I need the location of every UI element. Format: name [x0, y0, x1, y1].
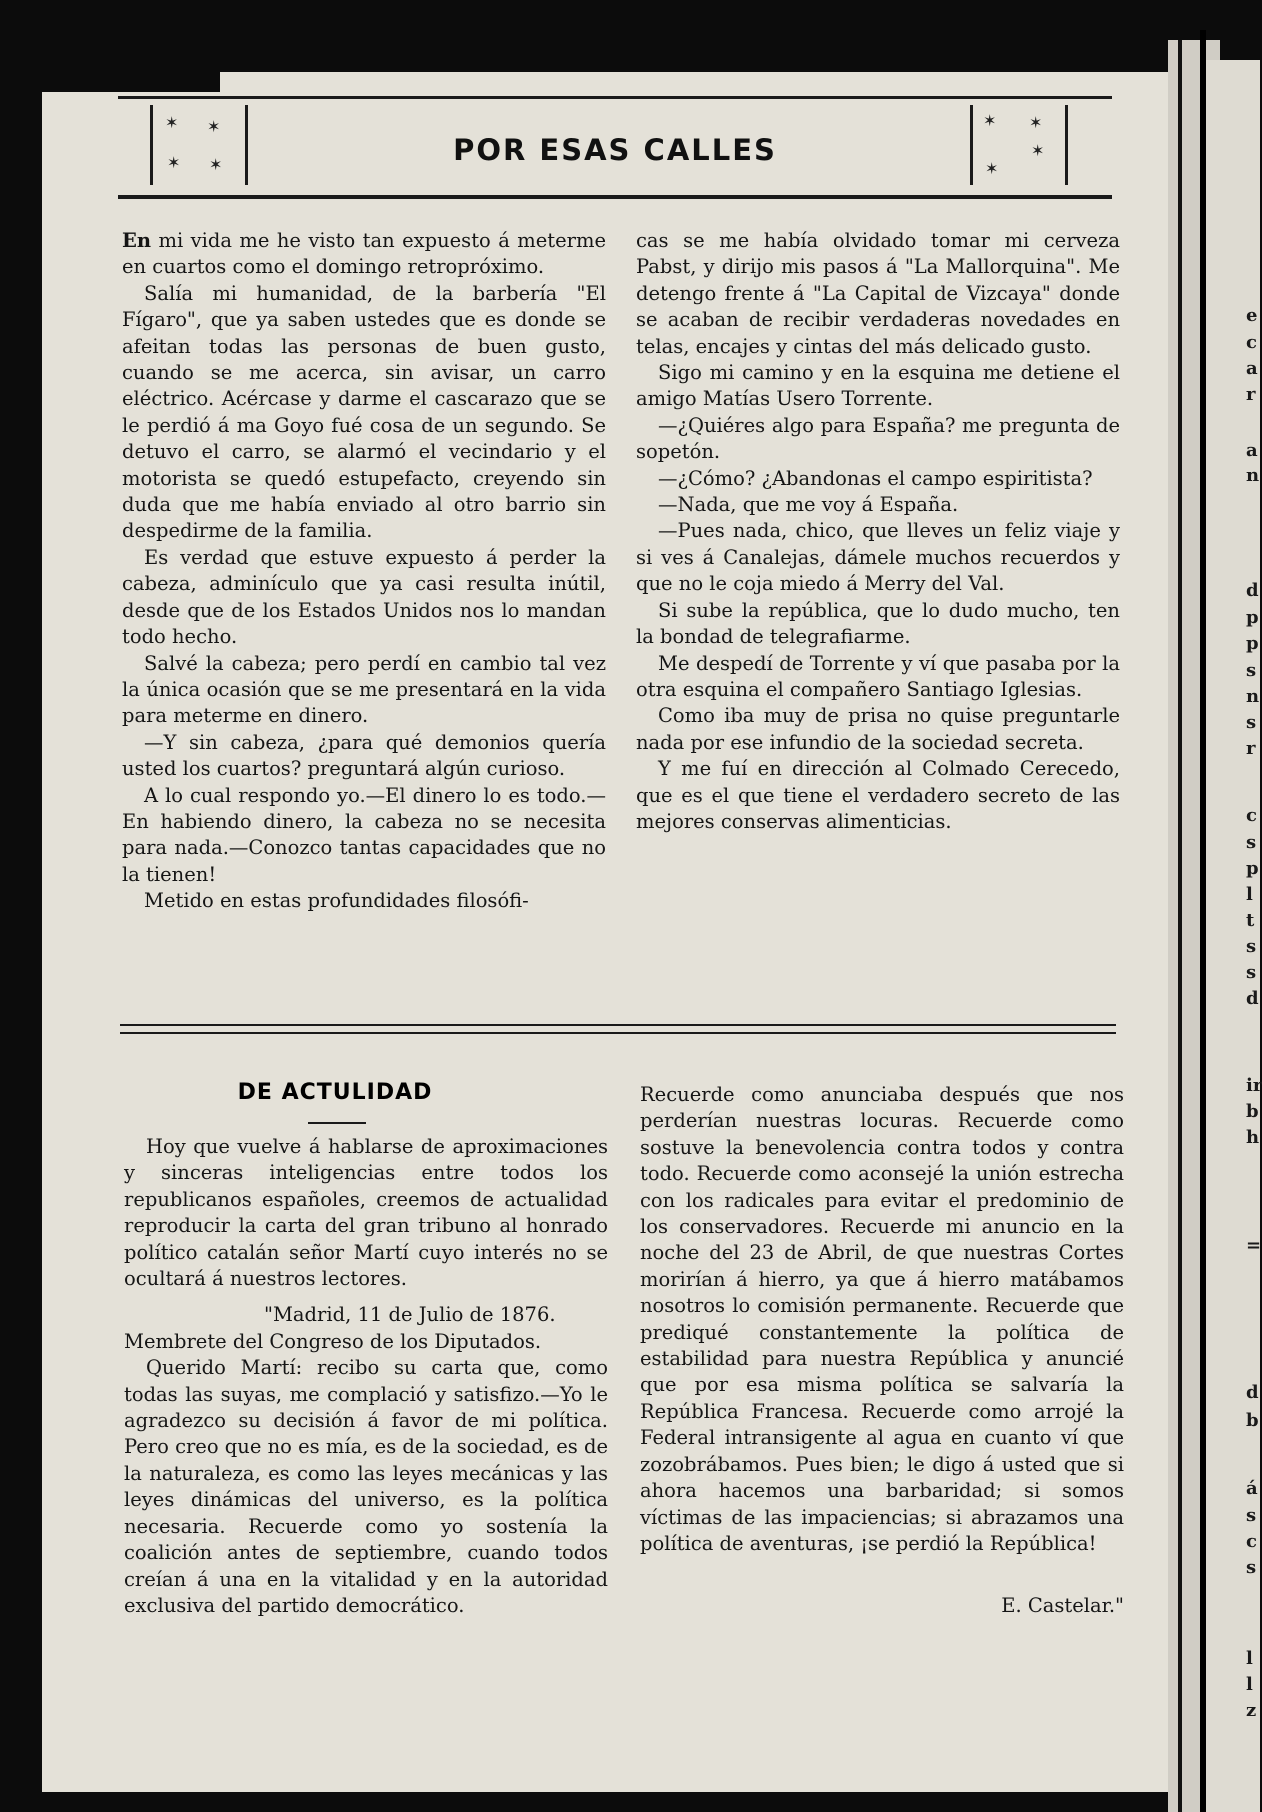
facing-page-fragment: =: [1246, 1235, 1262, 1256]
facing-page-fragment: r: [1246, 738, 1256, 759]
paragraph: cas se me había olvidado tomar mi cerveza Pabst, y dirijo mis pasos á "La Mallorquina". Me detengo frente á "La Capital de Vizcaya" donde se acaban de recibir verdaderas novedades en telas, encajes y cintas del más delicado gusto.: [636, 229, 1120, 358]
title-underline: [308, 1122, 366, 1124]
paragraph: Salía mi humanidad, de la barbería "El Fígaro", que ya saben ustedes que es donde se afeitan todas las personas de buen gusto, cuando se me acerca, sin avisar, un carro eléctrico. Acércase y darme el cascarazo que se le perdió á ma Goyo fué cosa de un segundo. Se detuvo el carro, se alarmó el vecindario y el motorista se quedó estupefacto, creyendo sin duda que me había enviado al otro barrio sin despedirme de la familia.: [122, 281, 606, 543]
paragraph: Metido en estas profundidades filosófi-: [144, 889, 529, 913]
paragraph: —Nada, que me voy á España.: [658, 493, 959, 517]
section-title: POR ESAS CALLES: [453, 133, 777, 167]
section-divider: [120, 1032, 1116, 1034]
paragraph: Querido Martí: recibo su carta que, como todas las suyas, me complació y satisfizo.—Yo le agradezco su decisión á favor de mi política. Pero creo que no es mía, es de la sociedad, es de la naturaleza, es como las leyes mecánicas y las leyes dinámicas del universo, es la política necesaria. Recuerde como yo sostenía la coalición antes de septiembre, cuando todos creían á una en la vitalidad y en la autoridad exclusiva del partido democrático.: [124, 1356, 608, 1617]
facing-page-fragment: s: [1246, 962, 1257, 983]
facing-page-fragment: á: [1246, 1478, 1258, 1499]
section-divider: [120, 1024, 1116, 1026]
paragraph: —¿Quiéres algo para España? me pregunta de sopetón.: [636, 413, 1120, 464]
article-column-1: [124, 1134, 608, 1619]
star-icon: ✶: [167, 153, 181, 172]
facing-page-fragment: s: [1246, 712, 1257, 733]
facing-page-fragment: c: [1246, 805, 1257, 826]
star-icon: ✶: [165, 113, 179, 132]
facing-page-fragment: a: [1246, 358, 1258, 379]
section-header-banner: [118, 96, 1112, 199]
paragraph: Salvé la cabeza; pero perdí en cambio tal vez la única ocasión que se me presentará en la vida para meterme en dinero.: [122, 651, 606, 728]
paragraph: Es verdad que estuve expuesto á perder la cabeza, adminículo que ya casi resulta inútil, desde que de los Estados Unidos nos lo mandan todo hecho.: [122, 545, 606, 649]
paragraph: Y me fuí en dirección al Colmado Cerecedo, que es el que tiene el verdadero secreto de las mejores conservas alimenticias.: [636, 757, 1120, 833]
facing-page-fragment: b: [1246, 1410, 1259, 1431]
paragraph: —Y sin cabeza, ¿para qué demonios quería usted los cuartos? preguntará algún curioso.: [122, 730, 606, 781]
paragraph: Hoy que vuelve á hablarse de aproximaciones y sinceras inteligencias entre todos los republicanos españoles, creemos de actualidad reproducir la carta del gran tribuno al honrado político catalán señor Martí cuyo interés no se ocultará á nuestros lectores.: [124, 1135, 608, 1291]
facing-page-fragment: t: [1246, 910, 1255, 931]
facing-page-fragment: r: [1246, 384, 1256, 405]
star-icon: ✶: [983, 111, 997, 130]
facing-page-fragment: z: [1246, 1700, 1257, 1721]
facing-page-fragment: p: [1246, 858, 1259, 879]
facing-page-fragment: p: [1246, 633, 1259, 654]
star-icon: ✶: [1031, 141, 1045, 160]
facing-page-fragment: c: [1246, 332, 1257, 353]
paragraph: Como iba muy de prisa no quise preguntarle nada por ese infundio de la sociedad secreta.: [636, 704, 1120, 754]
letter-dateline: "Madrid, 11 de Julio de 1876.: [264, 1303, 556, 1327]
facing-page-fragment: p: [1246, 607, 1259, 628]
article-title: DE ACTULIDAD: [237, 1080, 433, 1105]
facing-page-fragment: h: [1246, 1127, 1260, 1148]
scan-edge: [42, 72, 220, 92]
paragraph-text: mi vida me he visto tan expuesto á meterme en cuartos como el domingo retropróximo.: [122, 229, 606, 279]
paragraph: Sigo mi camino y en la esquina me detiene el amigo Matías Usero Torrente.: [636, 361, 1120, 411]
signature: E. Castelar.": [1001, 1594, 1124, 1618]
facing-page-fragment: l: [1246, 884, 1253, 905]
letter-letterhead: Membrete del Congreso de los Diputados.: [124, 1329, 542, 1353]
facing-page-fragment: n: [1246, 686, 1260, 707]
facing-page-fragment: l: [1246, 1648, 1253, 1669]
facing-page-fragment: s: [1246, 660, 1257, 681]
paragraph: Si sube la república, que lo dudo mucho, ten la bondad de telegrafiarme.: [636, 598, 1120, 649]
paragraph: A lo cual respondo yo.—El dinero lo es todo.—En habiendo dinero, la cabeza no se necesita para nada.—Conozco tantas capacidades que no la tienen!: [122, 783, 606, 886]
facing-page-fragment: s: [1246, 936, 1257, 957]
facing-page-fragment: d: [1246, 1382, 1259, 1403]
facing-page-fragment: l: [1246, 1674, 1253, 1695]
star-icon: ✶: [207, 117, 221, 136]
ornament-box-right: [970, 105, 1068, 185]
facing-page-fragment: e: [1246, 305, 1258, 326]
paragraph: Recuerde como anunciaba después que nos perderían nuestras locuras. Recuerde como sostuve la benevolencia contra todos y contra todo. Recuerde como aconsejé la unión estrecha con los radicales para evitar el predominio de los conservadores. Recuerde mi anuncio en la noche del 23 de Abril, de que nuestras Cortes morirían á hierro, ya que á hierro matábamos nosotros lo comisión permanente. Recuerde que prediqué constantemente la política de estabilidad para nuestra República y anuncié que por esa misma política se salvaría la República Francesa. Recuerde como arrojé la Federal intransigente al agua en cuanto ví que zozobrábamos. Pues bien; le digo á usted que si ahora hacemos una barbaridad; si somos víctimas de las impaciencias; si abrazamos una política de aventuras, ¡se perdió la República!: [640, 1083, 1124, 1555]
facing-page-fragment: b: [1246, 1101, 1259, 1122]
star-icon: ✶: [1029, 113, 1043, 132]
star-icon: ✶: [985, 159, 999, 178]
binding-line: [1178, 40, 1182, 1812]
paragraph: —Pues nada, chico, que lleves un feliz viaje y si ves á Canalejas, dámele muchos recuerdos y que no le coja miedo á Merry del Val.: [636, 519, 1120, 596]
facing-page-fragment: a: [1246, 440, 1258, 461]
facing-page-fragment: n: [1246, 465, 1260, 486]
facing-page-fragment: s: [1246, 832, 1257, 853]
article-column-1: [122, 228, 606, 915]
facing-page-fragment: d: [1246, 580, 1259, 601]
facing-page-edge: [1206, 60, 1260, 1812]
article-column-2: [640, 1082, 1124, 1620]
facing-page-fragment: d: [1246, 988, 1259, 1009]
article-column-2: [636, 228, 1120, 835]
star-icon: ✶: [209, 155, 223, 174]
facing-page-fragment: c: [1246, 1531, 1257, 1552]
facing-page-fragment: ir: [1246, 1075, 1262, 1096]
paragraph: [122, 228, 606, 281]
facing-page-fragment: s: [1246, 1557, 1257, 1578]
paragraph: —¿Cómo? ¿Abandonas el campo espiritista?: [658, 466, 1093, 490]
facing-page-fragment: s: [1246, 1505, 1257, 1526]
drop-cap: En: [122, 229, 152, 252]
paragraph: Me despedí de Torrente y ví que pasaba por la otra esquina el compañero Santiago Iglesias.: [636, 651, 1120, 701]
